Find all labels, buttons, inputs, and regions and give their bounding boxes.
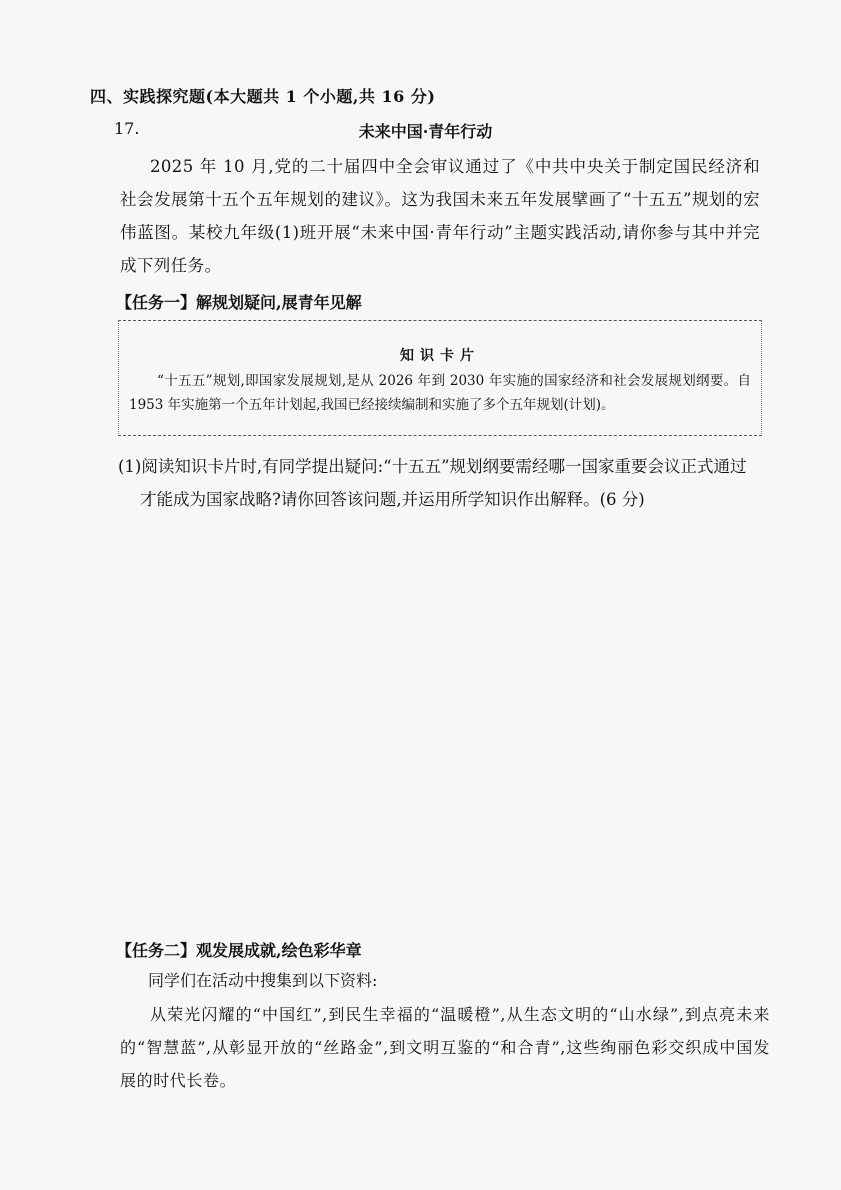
- knowledge-card: [118, 320, 762, 436]
- question-number: 17.: [114, 119, 140, 138]
- task1-question: [118, 450, 768, 516]
- question-title: 未来中国·青年行动: [358, 122, 493, 141]
- task2-material: 从荣光闪耀的“中国红”,到民生幸福的“温暖橙”,从生态文明的“山水绿”,到点亮未来的“智慧蓝”,从彰显开放的“丝路金”,到文明互鉴的“和合青”,这些绚丽色彩交织成中国发展的时代长卷。: [120, 1005, 770, 1090]
- task1-question-line1: (1)阅读知识卡片时,有同学提出疑问:“十五五”规划纲要需经哪一国家重要会议正式通过: [118, 457, 747, 476]
- task2-heading: 【任务二】观发展成就,绘色彩华章: [116, 941, 362, 960]
- task1-question-line2: 才能成为国家战略?请你回答该问题,并运用所学知识作出解释。(6 分): [140, 490, 645, 509]
- question-intro: 2025 年 10 月,党的二十届四中全会审议通过了《中共中央关于制定国民经济和社会发展第十五个五年规划的建议》。这为我国未来五年发展擘画了“十五五”规划的宏伟蓝图。某校九年级(1)班开展“未来中国·青年行动”主题实践活动,请你参与其中并完成下列任务。: [120, 157, 760, 275]
- knowledge-card-text: “十五五”规划,即国家发展规划,是从 2026 年到 2030 年实施的国家经济和社会发展规划纲要。自 1953 年实施第一个五年计划起,我国已经接续编制和实施了多个五年规划(计划)。: [129, 373, 751, 413]
- task2-intro: 同学们在活动中搜集到以下资料:: [148, 971, 378, 990]
- knowledge-card-title: 知识卡片: [400, 348, 480, 364]
- task1-heading: 【任务一】解规划疑问,展青年见解: [116, 293, 362, 312]
- section-title: 四、实践探究题(本大题共 1 个小题,共 16 分): [90, 87, 436, 106]
